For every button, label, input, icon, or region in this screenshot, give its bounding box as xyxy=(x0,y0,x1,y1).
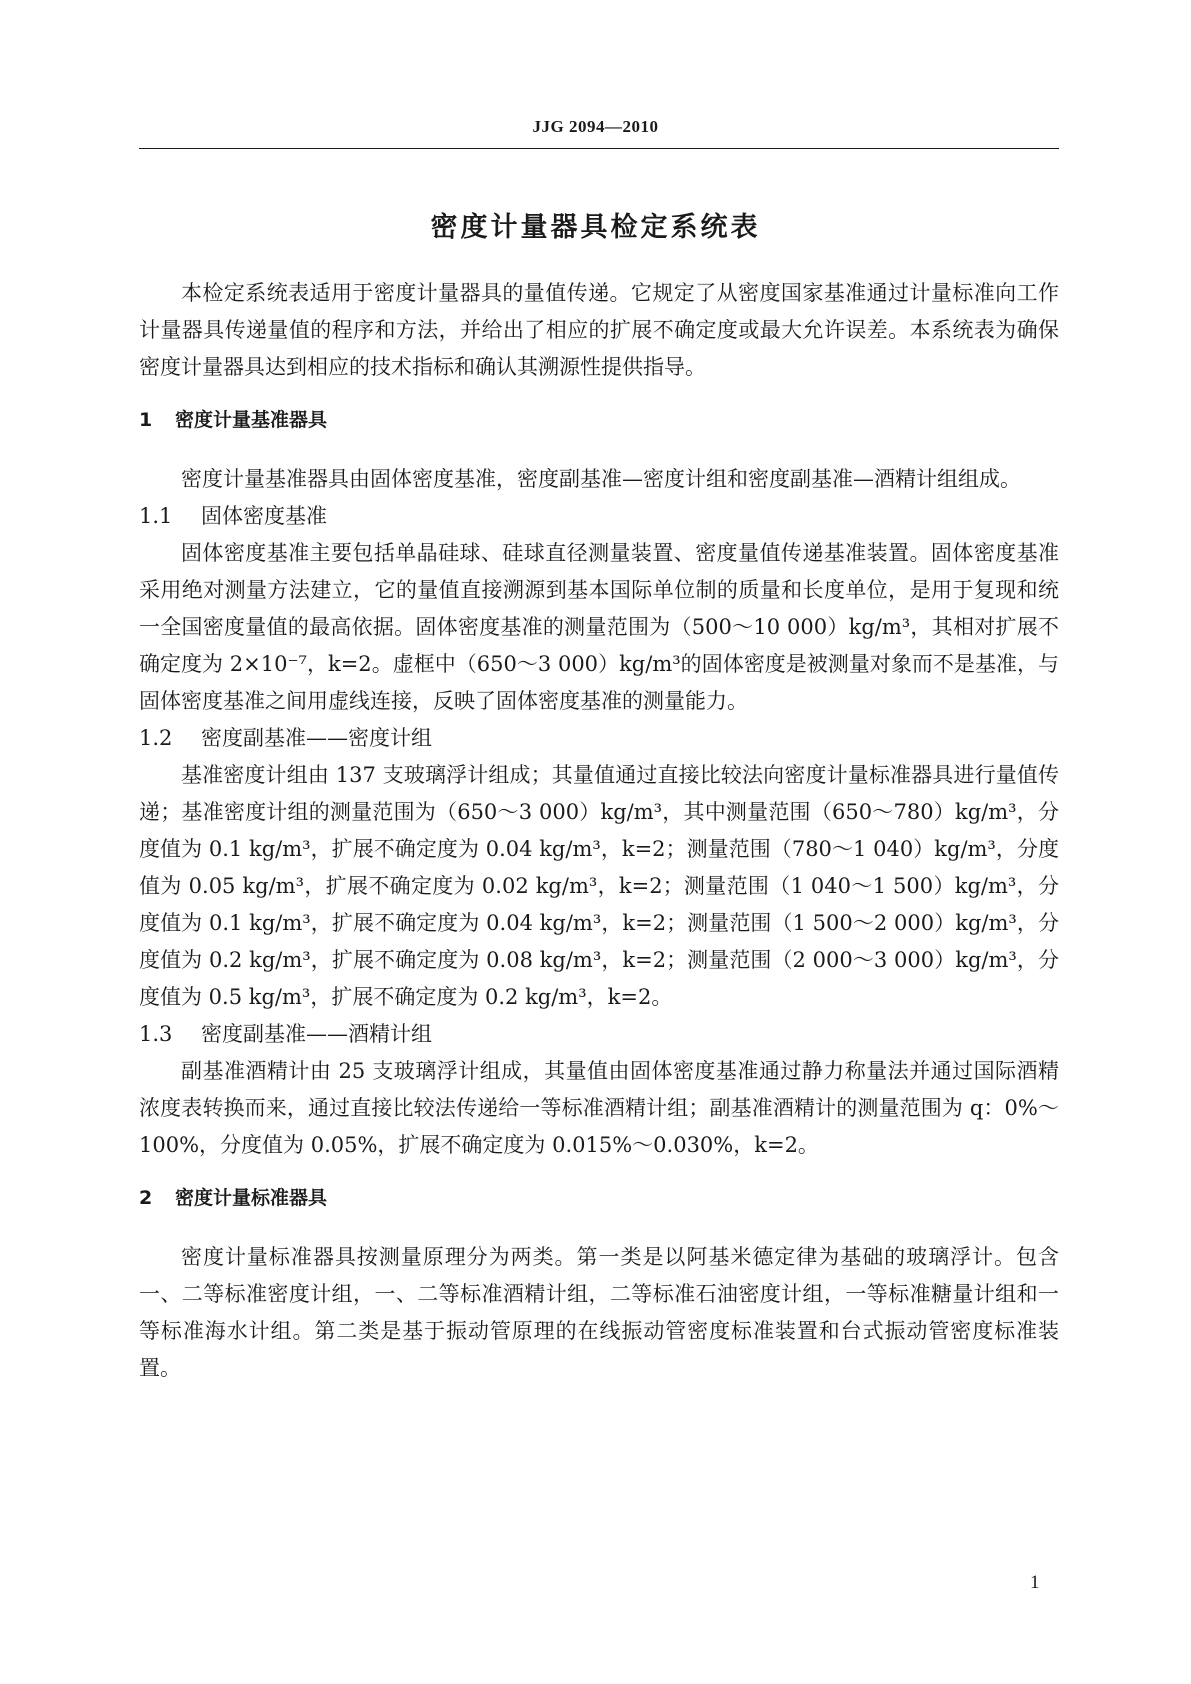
subsection-1-3-number: 1.3 xyxy=(139,1022,173,1046)
section-1-number: 1 xyxy=(139,409,153,431)
section-2-heading xyxy=(139,1180,1059,1217)
subsection-1-2-heading xyxy=(139,720,1059,757)
section-1-heading xyxy=(139,402,1059,439)
subsection-1-1-heading xyxy=(139,498,1059,535)
page-number: 1 xyxy=(1030,1572,1040,1593)
section-2-paragraph: 密度计量标准器具按测量原理分为两类。第一类是以阿基米德定律为基础的玻璃浮计。包含一、二等标准密度计组，一、二等标准酒精计组，二等标准石油密度计组，一等标准糖量计组和一等标准海水计组。第二类是基于振动管原理的在线振动管密度标准装置和台式振动管密度标准装置。 xyxy=(139,1245,1059,1380)
standard-number-header: JJG 2094—2010 xyxy=(532,117,659,136)
subsection-1-2-title: 密度副基准——密度计组 xyxy=(201,726,432,750)
section-2-number: 2 xyxy=(139,1187,153,1209)
subsection-1-3-paragraph: 副基准酒精计由 25 支玻璃浮计组成，其量值由固体密度基准通过静力称量法并通过国际酒精浓度表转换而来，通过直接比较法传递给一等标准酒精计组；副基准酒精计的测量范围为 q：0%～100%，分度值为 0.05%，扩展不确定度为 0.015%～0.030%，k=2。 xyxy=(139,1059,1059,1157)
document-body xyxy=(139,275,1059,1387)
subsection-1-1-paragraph: 固体密度基准主要包括单晶硅球、硅球直径测量装置、密度量值传递基准装置。固体密度基准采用绝对测量方法建立，它的量值直接溯源到基本国际单位制的质量和长度单位，是用于复现和统一全国密度量值的最高依据。固体密度基准的测量范围为（500～10 000）kg/m³，其相对扩展不确定度为 2×10⁻⁷，k=2。虚框中（650～3 000）kg/m³的固体密度是被测量对象而不是基准，与固体密度基准之间用虚线连接，反映了固体密度基准的测量能力。 xyxy=(139,541,1059,713)
subsection-1-1-title: 固体密度基准 xyxy=(201,504,327,528)
subsection-1-3-title: 密度副基准——酒精计组 xyxy=(201,1022,432,1046)
subsection-1-1-number: 1.1 xyxy=(139,504,173,528)
section-1-paragraph: 密度计量基准器具由固体密度基准，密度副基准—密度计组和密度副基准—酒精计组组成。 xyxy=(181,467,1021,491)
subsection-1-3-heading xyxy=(139,1016,1059,1053)
intro-paragraph: 本检定系统表适用于密度计量器具的量值传递。它规定了从密度国家基准通过计量标准向工作计量器具传递量值的程序和方法，并给出了相应的扩展不确定度或最大允许误差。本系统表为确保密度计量器具达到相应的技术指标和确认其溯源性提供指导。 xyxy=(139,281,1059,379)
section-2-title: 密度计量标准器具 xyxy=(175,1187,328,1209)
page-title: 密度计量器具检定系统表 xyxy=(430,212,761,243)
subsection-1-2-number: 1.2 xyxy=(139,726,173,750)
subsection-1-2-paragraph: 基准密度计组由 137 支玻璃浮计组成；其量值通过直接比较法向密度计量标准器具进行量值传递；基准密度计组的测量范围为（650～3 000）kg/m³，其中测量范围（650～780）kg/m³，分度值为 0.1 kg/m³，扩展不确定度为 0.04 kg/m³，k=2；测量范围（780～1 040）kg/m³，分度值为 0.05 kg/m³，扩展不确定度为 0.02 kg/m³，k=2；测量范围（1 040～1 500）kg/m³，分度值为 0.1 kg/m³，扩展不确定度为 0.04 kg/m³，k=2；测量范围（1 500～2 000）kg/m³，分度值为 0.2 kg/m³，扩展不确定度为 0.08 kg/m³，k=2；测量范围（2 000～3 000）kg/m³，分度值为 0.5 kg/m³，扩展不确定度为 0.2 kg/m³，k=2。 xyxy=(139,763,1059,1009)
header-rule xyxy=(139,148,1059,149)
section-1-title: 密度计量基准器具 xyxy=(175,409,328,431)
